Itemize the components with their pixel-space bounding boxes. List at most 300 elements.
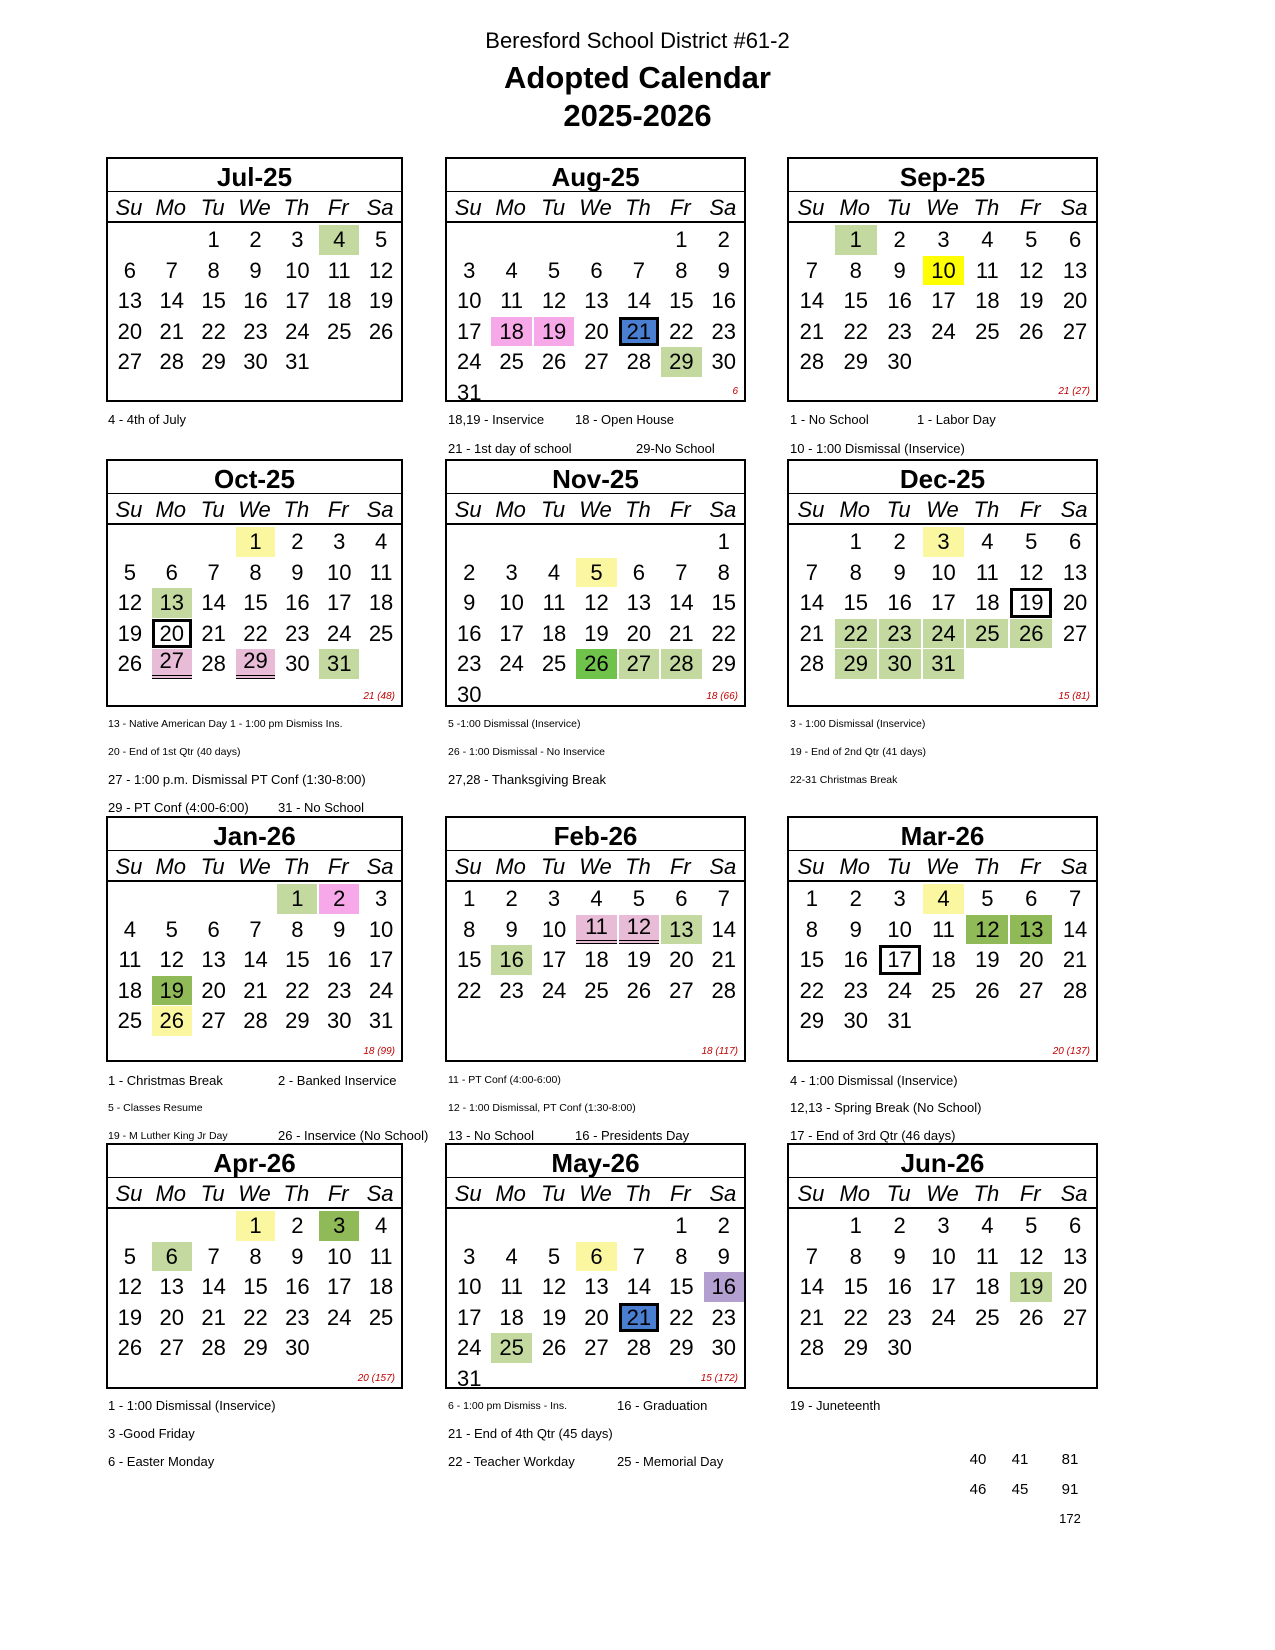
day-cell: 16 — [711, 288, 737, 313]
weekday-label: Sa — [709, 854, 737, 879]
day-cell: 12 — [966, 915, 1008, 945]
weekday-label: We — [238, 497, 271, 522]
weekday-label: Th — [973, 497, 1000, 522]
day-cell: 14 — [626, 288, 652, 313]
day-cell: 26 — [152, 1006, 192, 1036]
day-cell: 3 — [463, 1243, 476, 1269]
day-cell: 25 — [368, 1304, 394, 1330]
month-title: Aug-25 — [447, 159, 744, 192]
day-cell: 14 — [711, 916, 737, 942]
day-cell: 23 — [887, 1304, 912, 1330]
day-cell: 1 — [675, 1213, 688, 1238]
day-cell: 2 — [291, 529, 304, 554]
day-cell: 24 — [931, 318, 956, 344]
day-grid — [108, 223, 401, 400]
day-cell: 6 — [1025, 886, 1038, 911]
day-cell: 21 — [619, 317, 659, 347]
day-cell: 10 — [931, 1243, 956, 1269]
weekday-label: Tu — [200, 497, 225, 522]
weekday-label: Sa — [1060, 497, 1088, 522]
day-cell: 18 — [975, 1274, 1000, 1299]
weekday-header — [789, 851, 1096, 882]
note: 29-No School — [636, 441, 715, 456]
day-cell: 11 — [932, 916, 955, 942]
day-cell: 20 — [584, 318, 609, 344]
month-calendar — [106, 1143, 403, 1389]
day-cell: 5 — [547, 1243, 561, 1269]
day-cell: 4 — [981, 227, 994, 252]
day-cell: 26 — [541, 1335, 567, 1360]
day-cell: 25 — [975, 318, 1000, 344]
day-cell: 15 — [669, 1274, 694, 1299]
day-cell: 20 — [1018, 947, 1044, 972]
month-calendar — [787, 1143, 1098, 1389]
weekday-label: Fr — [1019, 1181, 1041, 1206]
day-cell: 8 — [463, 916, 476, 942]
day-cell: 15 — [843, 288, 868, 313]
weekday-label: Th — [625, 854, 651, 879]
weekday-label: Mo — [495, 854, 526, 879]
day-cell: 8 — [249, 559, 262, 585]
day-cell: 20 — [152, 619, 192, 649]
day-cell: 17 — [879, 945, 921, 975]
day-cell: 16 — [887, 288, 912, 313]
day-cell: 16 — [456, 620, 482, 646]
day-cell: 4 — [374, 1213, 388, 1238]
weekday-header — [108, 192, 401, 223]
day-cell: 14 — [799, 288, 825, 313]
day-cell: 25 — [966, 619, 1008, 649]
day-total: 20 (137) — [1052, 1046, 1090, 1057]
day-cell: 24 — [285, 318, 310, 344]
weekday-label: Th — [973, 195, 1000, 220]
day-cell: 2 — [717, 227, 730, 252]
day-cell: 22 — [243, 620, 268, 646]
day-cell: 4 — [547, 559, 561, 585]
note: 19 - End of 2nd Qtr (41 days) — [790, 746, 926, 758]
weekday-label: We — [579, 497, 612, 522]
day-cell: 12 — [584, 590, 609, 615]
day-cell: 13 — [152, 588, 192, 618]
weekday-label: Su — [115, 497, 143, 522]
day-cell: 22 — [456, 977, 482, 1003]
day-cell: 11 — [975, 1243, 999, 1269]
day-cell: 8 — [675, 257, 688, 283]
day-cell: 18 — [975, 288, 1000, 313]
day-cell: 15 — [843, 590, 868, 615]
day-cell: 6 — [123, 257, 137, 283]
day-cell: 1 — [236, 1211, 276, 1241]
day-cell: 14 — [626, 1274, 652, 1299]
day-cell: 17 — [326, 1274, 352, 1299]
weekday-label: Tu — [541, 195, 566, 220]
day-cell: 16 — [887, 1274, 912, 1299]
day-cell: 12 — [541, 288, 567, 313]
note: 2 - Banked Inservice — [278, 1073, 397, 1088]
day-cell: 17 — [285, 288, 310, 313]
day-cell: 23 — [243, 318, 268, 344]
school-year: 2025-2026 — [563, 98, 712, 133]
day-cell: 17 — [931, 590, 956, 615]
day-cell: 7 — [207, 1243, 220, 1269]
day-cell: 6 — [590, 257, 603, 283]
day-cell: 18 — [931, 947, 956, 972]
day-cell: 29 — [799, 1008, 825, 1033]
day-cell: 13 — [1062, 1243, 1088, 1269]
day-cell: 13 — [626, 590, 652, 615]
day-cell: 22 — [843, 1304, 868, 1330]
day-cell: 15 — [669, 288, 694, 313]
weekday-label: Th — [283, 195, 310, 220]
day-cell: 11 — [118, 947, 142, 972]
day-cell: 3 — [374, 886, 388, 911]
day-cell: 16 — [243, 288, 268, 313]
day-cell: 11 — [542, 590, 566, 615]
day-cell: 28 — [711, 977, 737, 1003]
weekday-label: Tu — [200, 854, 225, 879]
note: 6 - 1:00 pm Dismiss - Ins. — [448, 1400, 568, 1412]
note: 27 - 1:00 p.m. Dismissal PT Conf (1:30-8:00) — [108, 772, 366, 787]
day-cell: 20 — [117, 318, 143, 344]
weekday-label: Su — [115, 1181, 143, 1206]
day-cell: 25 — [499, 349, 524, 374]
day-cell: 1 — [675, 227, 688, 252]
day-cell: 1 — [849, 1213, 862, 1238]
day-cell: 13 — [117, 288, 143, 313]
day-cell: 4 — [981, 1213, 994, 1238]
day-cell: 28 — [799, 1335, 825, 1360]
weekday-label: Fr — [327, 854, 349, 879]
day-cell: 24 — [931, 1304, 956, 1330]
day-cell: 13 — [159, 1274, 184, 1299]
month-title: Nov-25 — [447, 461, 744, 494]
note: 21 - 1st day of school — [448, 441, 572, 456]
day-cell: 13 — [584, 288, 609, 313]
day-cell: 27 — [152, 649, 192, 679]
day-cell: 27 — [1018, 977, 1044, 1003]
day-cell: 5 — [123, 559, 137, 585]
day-cell: 20 — [669, 947, 694, 972]
day-grid — [447, 525, 744, 705]
day-cell: 16 — [326, 947, 352, 972]
day-cell: 26 — [541, 349, 567, 374]
day-cell: 7 — [249, 916, 262, 942]
day-cell: 15 — [843, 1274, 868, 1299]
day-cell: 27 — [117, 349, 143, 374]
weekday-label: Su — [454, 1181, 482, 1206]
day-grid — [789, 1209, 1096, 1387]
month-calendar — [106, 816, 403, 1062]
day-grid — [789, 525, 1096, 705]
note: 26 - Inservice (No School) — [278, 1128, 429, 1143]
day-cell: 10 — [887, 916, 912, 942]
day-cell: 25 — [975, 1304, 1000, 1330]
day-cell: 7 — [805, 559, 819, 585]
day-cell: 27 — [1062, 318, 1088, 344]
weekday-label: Fr — [327, 497, 349, 522]
day-cell: 10 — [499, 590, 524, 615]
note: 3 -Good Friday — [108, 1426, 195, 1441]
day-cell: 4 — [923, 884, 965, 914]
day-cell: 26 — [975, 977, 1000, 1003]
day-cell: 23 — [456, 651, 482, 676]
weekday-label: We — [238, 1181, 271, 1206]
day-cell: 22 — [201, 318, 226, 344]
day-cell: 20 — [1062, 288, 1088, 313]
day-cell: 17 — [456, 318, 482, 344]
day-cell: 3 — [505, 559, 518, 585]
day-cell: 23 — [887, 318, 912, 344]
day-cell: 30 — [285, 1335, 310, 1360]
day-cell: 31 — [887, 1008, 912, 1033]
day-cell: 11 — [369, 559, 393, 585]
day-cell: 23 — [326, 977, 352, 1003]
day-cell: 7 — [805, 257, 819, 283]
weekday-label: Su — [797, 497, 825, 522]
weekday-label: We — [579, 195, 612, 220]
weekday-label: Tu — [541, 497, 566, 522]
day-cell: 2 — [463, 559, 476, 585]
day-cell: 4 — [505, 1243, 518, 1269]
weekday-label: Tu — [886, 497, 911, 522]
note: 10 - 1:00 Dismissal (Inservice) — [790, 441, 965, 456]
weekday-label: We — [238, 854, 271, 879]
day-cell: 3 — [937, 1213, 950, 1238]
day-cell: 7 — [632, 257, 646, 283]
day-cell: 12 — [1018, 257, 1044, 283]
day-cell: 9 — [333, 916, 346, 942]
weekday-label: We — [579, 854, 612, 879]
day-cell: 21 — [669, 620, 694, 646]
day-cell: 29 — [285, 1008, 310, 1033]
month-calendar — [787, 816, 1098, 1062]
day-cell: 29 — [201, 349, 226, 374]
day-cell: 21 — [201, 620, 226, 646]
day-cell: 27 — [619, 649, 659, 679]
day-cell: 5 — [1025, 227, 1038, 252]
note: 18 - Open House — [575, 412, 675, 427]
day-cell: 19 — [584, 620, 609, 646]
weekday-label: Th — [973, 854, 1000, 879]
day-cell: 1 — [835, 225, 877, 255]
day-cell: 1 — [717, 529, 730, 554]
day-cell: 11 — [369, 1243, 393, 1269]
day-cell: 24 — [499, 651, 524, 676]
month-title: Mar-26 — [789, 818, 1096, 851]
month-calendar — [787, 459, 1098, 707]
day-cell: 8 — [717, 559, 730, 585]
day-cell: 20 — [626, 620, 652, 646]
day-cell: 2 — [291, 1213, 304, 1238]
day-cell: 29 — [843, 1335, 868, 1360]
note: 16 - Presidents Day — [575, 1128, 690, 1143]
day-cell: 18 — [117, 977, 143, 1003]
day-cell: 23 — [711, 318, 737, 344]
day-cell: 25 — [117, 1008, 143, 1033]
day-cell: 9 — [291, 1243, 304, 1269]
day-cell: 17 — [541, 947, 567, 972]
weekday-label: Mo — [155, 1181, 187, 1206]
day-cell: 28 — [243, 1008, 268, 1033]
summary-value: 46 — [969, 1481, 987, 1498]
weekday-label: Tu — [200, 1181, 225, 1206]
day-cell: 5 — [1025, 1213, 1038, 1238]
day-cell: 24 — [368, 977, 394, 1003]
summary-value: 40 — [969, 1451, 987, 1468]
day-cell: 15 — [799, 947, 825, 972]
day-cell: 18 — [584, 947, 609, 972]
day-cell: 5 — [165, 916, 178, 942]
weekday-label: Fr — [669, 1181, 691, 1206]
day-cell: 5 — [981, 886, 994, 911]
day-cell: 11 — [500, 1274, 524, 1299]
day-grid — [108, 525, 401, 705]
day-cell: 21 — [799, 1304, 825, 1330]
day-cell: 6 — [1068, 1213, 1082, 1238]
day-total: 18 (99) — [363, 1046, 395, 1057]
day-cell: 7 — [805, 1243, 819, 1269]
day-cell: 28 — [799, 349, 825, 374]
weekday-label: Sa — [1060, 854, 1088, 879]
day-cell: 30 — [887, 1335, 912, 1360]
weekday-label: Fr — [669, 195, 691, 220]
weekday-label: Fr — [1019, 195, 1041, 220]
day-cell: 6 — [632, 559, 646, 585]
day-cell: 22 — [711, 620, 737, 646]
month-title: Oct-25 — [108, 461, 401, 494]
day-cell: 8 — [249, 1243, 262, 1269]
note: 29 - PT Conf (4:00-6:00) — [108, 800, 249, 815]
note: 31 - No School — [278, 800, 364, 815]
day-cell: 25 — [541, 651, 567, 676]
day-cell: 20 — [1062, 1274, 1088, 1299]
day-total: 20 (157) — [357, 1373, 395, 1384]
day-cell: 19 — [534, 317, 574, 347]
month-title: Jul-25 — [108, 159, 401, 192]
day-cell: 4 — [590, 886, 603, 911]
day-cell: 17 — [499, 620, 524, 646]
day-cell: 12 — [117, 590, 143, 615]
day-cell: 30 — [456, 681, 482, 707]
weekday-label: Sa — [1060, 195, 1088, 220]
weekday-header — [789, 1178, 1096, 1209]
day-cell: 18 — [326, 288, 352, 313]
weekday-label: Su — [797, 854, 825, 879]
weekday-label: Sa — [1060, 1181, 1088, 1206]
day-cell: 15 — [243, 1274, 268, 1299]
day-cell: 26 — [626, 977, 652, 1003]
weekday-label: Mo — [155, 497, 187, 522]
day-cell: 14 — [799, 590, 825, 615]
note: 1 - Labor Day — [917, 412, 996, 427]
weekday-label: We — [926, 195, 959, 220]
month-calendar — [445, 816, 746, 1062]
weekday-label: Tu — [886, 1181, 911, 1206]
day-cell: 31 — [456, 379, 482, 405]
day-cell: 8 — [675, 1243, 688, 1269]
day-cell: 4 — [505, 257, 518, 283]
note: 22-31 Christmas Break — [790, 774, 898, 786]
day-cell: 21 — [159, 318, 184, 344]
day-cell: 1 — [463, 886, 476, 911]
day-cell: 30 — [879, 649, 921, 679]
summary-value: 45 — [1011, 1481, 1029, 1498]
day-cell: 24 — [923, 619, 965, 649]
day-cell: 8 — [849, 559, 862, 585]
day-cell: 6 — [1068, 529, 1082, 554]
day-cell: 4 — [319, 225, 359, 255]
day-cell: 10 — [931, 559, 956, 585]
day-cell: 27 — [669, 977, 694, 1003]
day-cell: 19 — [152, 976, 192, 1006]
day-cell: 5 — [632, 886, 646, 911]
day-cell: 21 — [243, 977, 268, 1003]
day-cell: 26 — [1010, 619, 1052, 649]
day-cell: 6 — [576, 1242, 616, 1272]
weekday-label: Sa — [366, 854, 394, 879]
day-cell: 18 — [368, 590, 394, 615]
day-cell: 26 — [117, 651, 143, 676]
day-cell: 13 — [1010, 915, 1052, 945]
day-cell: 22 — [799, 977, 825, 1003]
day-cell: 3 — [463, 257, 476, 283]
day-cell: 27 — [584, 1335, 609, 1360]
day-cell: 27 — [1062, 1304, 1088, 1330]
day-cell: 3 — [893, 886, 906, 911]
day-cell: 4 — [123, 916, 137, 942]
note: 20 - End of 1st Qtr (40 days) — [108, 746, 241, 758]
month-title: Feb-26 — [447, 818, 744, 851]
day-cell: 11 — [975, 559, 999, 585]
day-cell: 2 — [893, 227, 906, 252]
day-cell: 23 — [499, 977, 524, 1003]
note: 18,19 - Inservice — [448, 412, 545, 427]
weekday-label: Fr — [327, 1181, 349, 1206]
day-cell: 11 — [576, 915, 616, 945]
weekday-label: We — [926, 854, 959, 879]
weekday-label: Mo — [495, 1181, 526, 1206]
summary-total: 172 — [1059, 1511, 1081, 1526]
day-cell: 30 — [887, 349, 912, 374]
weekday-label: Tu — [886, 854, 911, 879]
day-cell: 1 — [849, 529, 862, 554]
day-cell: 17 — [931, 1274, 956, 1299]
day-total: 18 (117) — [701, 1046, 738, 1057]
day-cell: 18 — [491, 317, 531, 347]
day-grid — [789, 882, 1096, 1060]
weekday-label: Tu — [200, 195, 225, 220]
day-cell: 24 — [326, 1304, 352, 1330]
day-cell: 17 — [931, 288, 956, 313]
day-cell: 20 — [1062, 590, 1088, 615]
day-cell: 22 — [843, 318, 868, 344]
day-cell: 28 — [201, 651, 226, 676]
weekday-label: We — [926, 1181, 959, 1206]
day-cell: 2 — [717, 1213, 730, 1238]
note: 5 -1:00 Dismissal (Inservice) — [448, 718, 581, 730]
day-cell: 5 — [123, 1243, 137, 1269]
weekday-label: Sa — [366, 1181, 394, 1206]
day-cell: 10 — [368, 916, 394, 942]
day-cell: 25 — [491, 1333, 531, 1363]
day-cell: 16 — [843, 947, 868, 972]
weekday-label: Sa — [709, 497, 737, 522]
weekday-label: Mo — [839, 195, 871, 220]
weekday-label: Fr — [669, 854, 691, 879]
day-cell: 31 — [456, 1365, 482, 1391]
day-cell: 17 — [456, 1304, 482, 1330]
note: 19 - M Luther King Jr Day — [108, 1130, 228, 1142]
